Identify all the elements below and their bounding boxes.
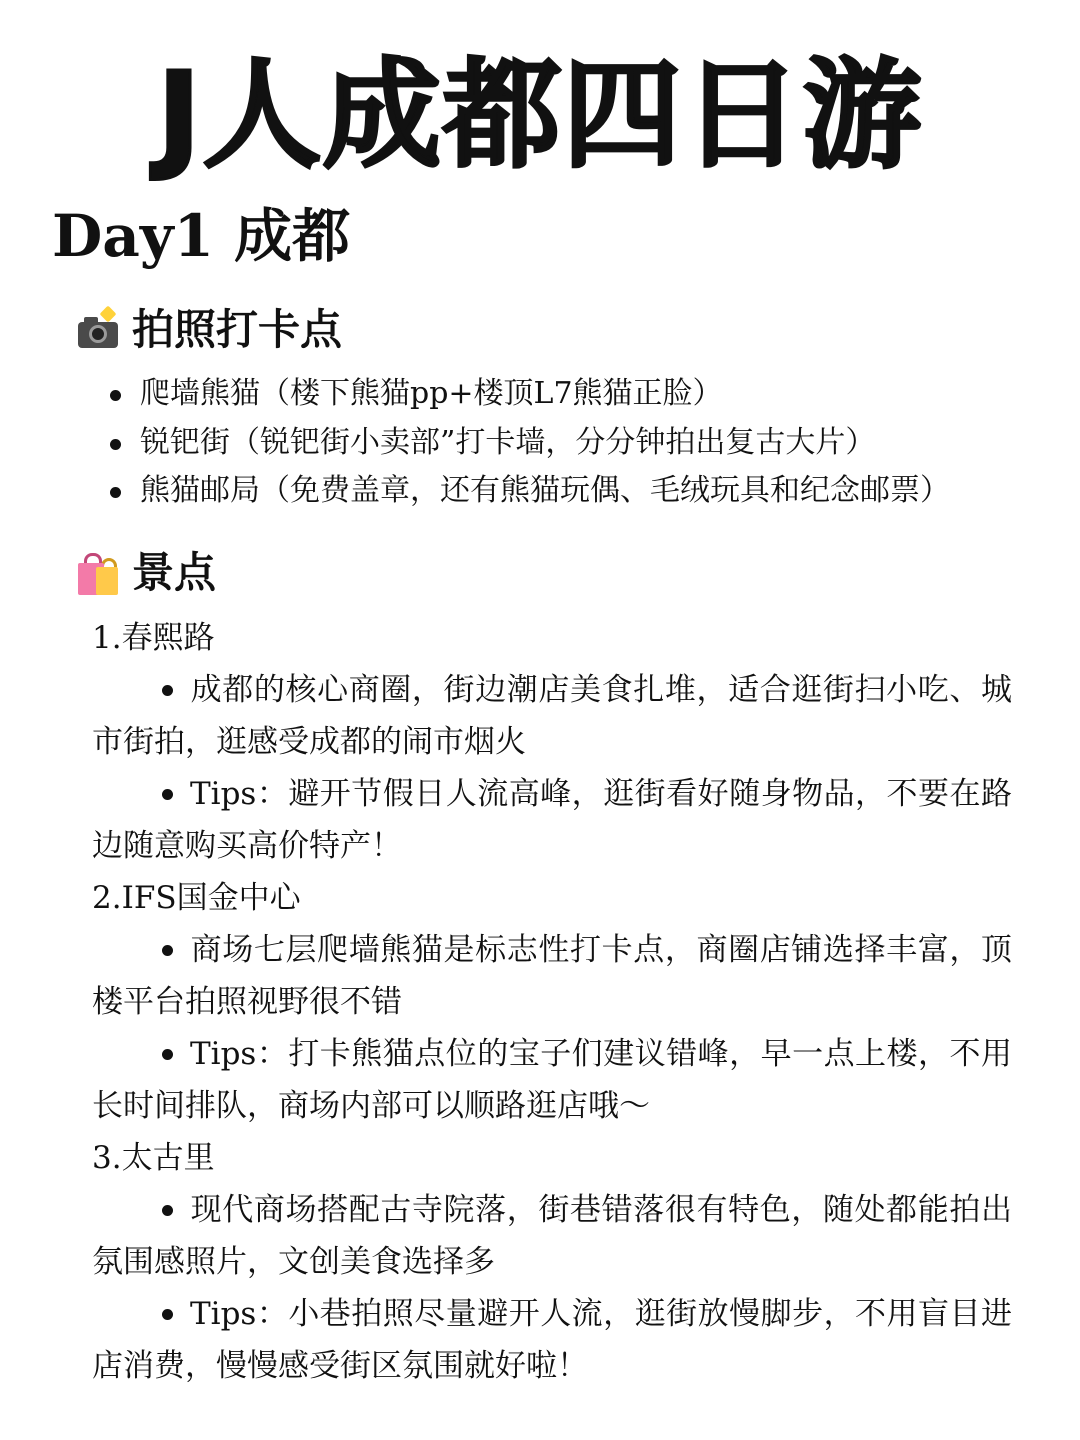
bullet-dot xyxy=(162,789,173,800)
spot-tips: Tips：打卡熊猫点位的宝子们建议错峰，早一点上楼，不用长时间排队，商场内部可以顺路逛店哦～ xyxy=(92,1036,1012,1124)
shopping-bags-icon xyxy=(76,551,120,595)
spot-title: 1.春熙路 xyxy=(92,620,215,656)
list-item: 爬墙熊猫（楼下熊猫pp+楼顶L7熊猫正脸） xyxy=(108,370,950,419)
bullet-dot xyxy=(162,685,173,696)
spot-title: 3.太古里 xyxy=(92,1140,215,1176)
bullet-dot xyxy=(162,945,173,956)
spot-title: 2.IFS国金中心 xyxy=(92,880,301,916)
list-item: 熊猫邮局（免费盖章，还有熊猫玩偶、毛绒玩具和纪念邮票） xyxy=(108,467,950,516)
photo-spots-list xyxy=(108,370,950,516)
spot-description: 商场七层爬墙熊猫是标志性打卡点，商圈店铺选择丰富，顶楼平台拍照视野很不错 xyxy=(92,932,1012,1020)
day-title: Day1 成都 xyxy=(52,202,351,270)
page-title: J人成都四日游 xyxy=(157,46,923,184)
bullet-dot xyxy=(162,1049,173,1060)
photo-spots-heading-text: 拍照打卡点 xyxy=(132,305,343,354)
spot-description: 成都的核心商圈，街边潮店美食扎堆，适合逛街扫小吃、城市街拍，逛感受成都的闹市烟火 xyxy=(92,672,1012,760)
attractions-list xyxy=(92,612,1012,1392)
spot-description: 现代商场搭配古寺院落，街巷错落很有特色，随处都能拍出氛围感照片，文创美食选择多 xyxy=(92,1192,1012,1280)
bullet-dot xyxy=(162,1309,173,1320)
photo-spots-heading xyxy=(76,302,342,358)
spot-tips: Tips：小巷拍照尽量避开人流，逛街放慢脚步，不用盲目进店消费，慢慢感受街区氛围就好啦！ xyxy=(92,1296,1012,1384)
spot-tips: Tips：避开节假日人流高峰，逛街看好随身物品，不要在路边随意购买高价特产！ xyxy=(92,776,1012,864)
list-item: 锐钯街（锐钯街小卖部”打卡墙，分分钟拍出复古大片） xyxy=(108,419,950,468)
attractions-heading-text: 景点 xyxy=(132,548,217,597)
camera-flash-icon xyxy=(76,308,120,352)
attractions-heading xyxy=(76,545,216,601)
bullet-dot xyxy=(162,1205,173,1216)
